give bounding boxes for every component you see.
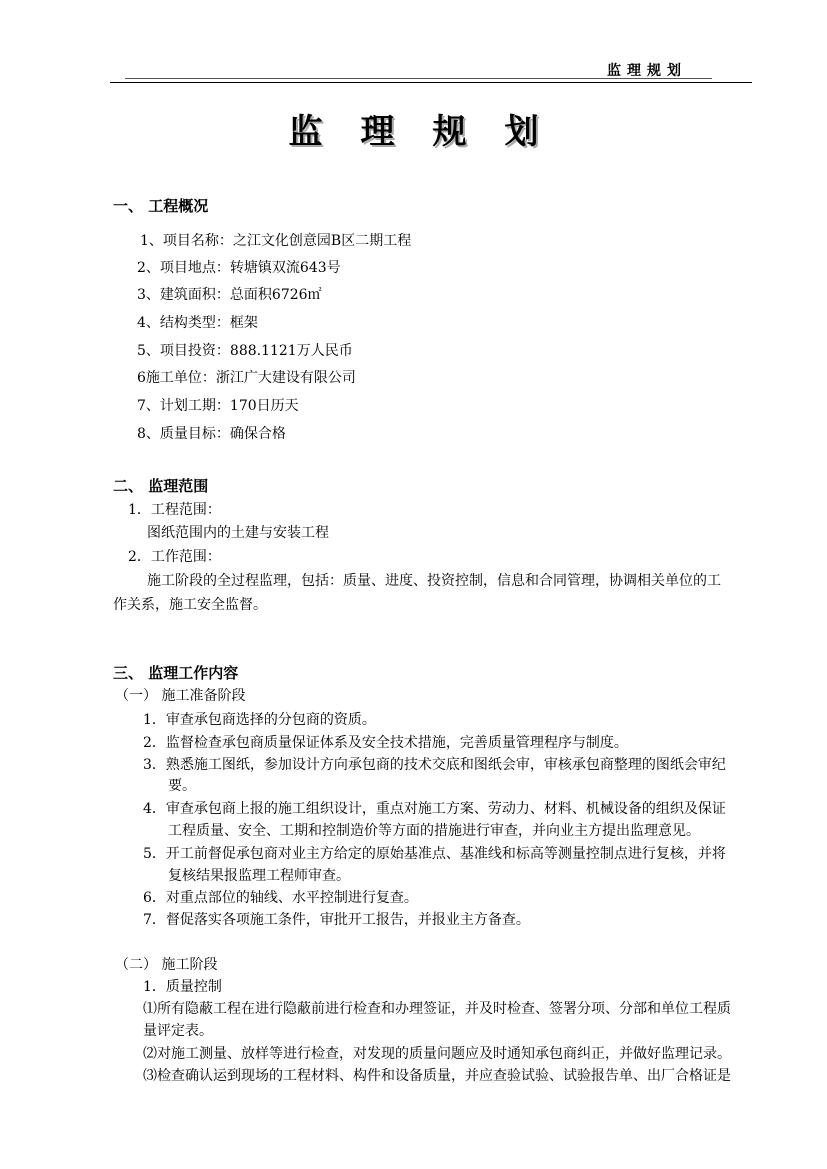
work-item: ⑴所有隐蔽工程在进行隐蔽前进行检查和办理签证，并及时检查、签署分项、分部和单位工程质 (143, 1001, 731, 1017)
work-sub-label: 1．质量控制 (143, 979, 222, 995)
scope-text: 图纸范围内的土建与安装工程 (147, 525, 329, 541)
work-item: 3．熟悉施工图纸，参加设计方向承包商的技术交底和图纸会审，审核承包商整理的图纸会审纪 (143, 757, 726, 773)
scope-text: 施工阶段的全过程监理，包括：质量、进度、投资控制，信息和合同管理，协调相关单位的工 (147, 573, 721, 589)
overview-item: 4、结构类型：框架 (137, 315, 258, 331)
overview-item: 6施工单位：浙江广大建设有限公司 (137, 370, 356, 386)
running-header-title: 监理规划 (607, 63, 687, 79)
scope-sub-label: 2．工作范围： (128, 549, 221, 565)
work-item-cont: 量评定表。 (143, 1023, 213, 1039)
scope-text: 作关系，施工安全监督。 (113, 597, 267, 613)
document-title: 监理规划 (288, 112, 577, 152)
work-item-cont: 工程质量、安全、工期和控制造价等方面的措施进行审查，并向业主方提出监理意见。 (168, 823, 700, 839)
section-heading-overview: 一、 工程概况 (113, 197, 209, 215)
section-heading-work: 三、 监理工作内容 (113, 664, 239, 682)
overview-item: 7、计划工期：170日历天 (137, 398, 299, 414)
work-item: 1．审查承包商选择的分包商的资质。 (143, 712, 376, 728)
overview-item: 2、项目地点：转塘镇双流643号 (137, 260, 341, 276)
work-part-label: （二） 施工阶段 (115, 957, 218, 973)
work-item: 7．督促落实各项施工条件，审批开工报告，并报业主方备查。 (143, 912, 530, 928)
overview-item: 1、项目名称：之江文化创意园B区二期工程 (140, 233, 412, 249)
work-item: ⑵对施工测量、放样等进行检查，对发现的质量问题应及时通知承包商纠正，并做好监理记录。 (143, 1046, 731, 1062)
header-rule (110, 82, 752, 83)
overview-item: 8、质量目标：确保合格 (137, 426, 286, 442)
work-item: 6．对重点部位的轴线、水平控制进行复查。 (143, 890, 418, 906)
scope-sub-label: 1．工程范围： (128, 502, 221, 518)
work-item-cont: 复核结果报监理工程师审查。 (168, 868, 350, 884)
work-item: 5．开工前督促承包商对业主方给定的原始基准点、基准线和标高等测量控制点进行复核，并将 (143, 846, 726, 862)
overview-item: 3、建筑面积：总面积6726㎡ (137, 287, 322, 303)
work-item: ⑶检查确认运到现场的工程材料、构件和设备质量，并应查验试验、试验报告单、出厂合格证是 (143, 1068, 731, 1084)
work-part-label: （一） 施工准备阶段 (115, 688, 246, 704)
section-heading-scope: 二、 监理范围 (113, 477, 209, 495)
header-rule-thin (125, 78, 712, 79)
work-item: 4．审查承包商上报的施工组织设计，重点对施工方案、劳动力、材料、机械设备的组织及保证 (143, 801, 726, 817)
work-item-cont: 要。 (168, 778, 196, 794)
overview-item: 5、项目投资：888.1121万人民币 (137, 343, 353, 359)
work-item: 2．监督检查承包商质量保证体系及安全技术措施，完善质量管理程序与制度。 (143, 735, 628, 751)
